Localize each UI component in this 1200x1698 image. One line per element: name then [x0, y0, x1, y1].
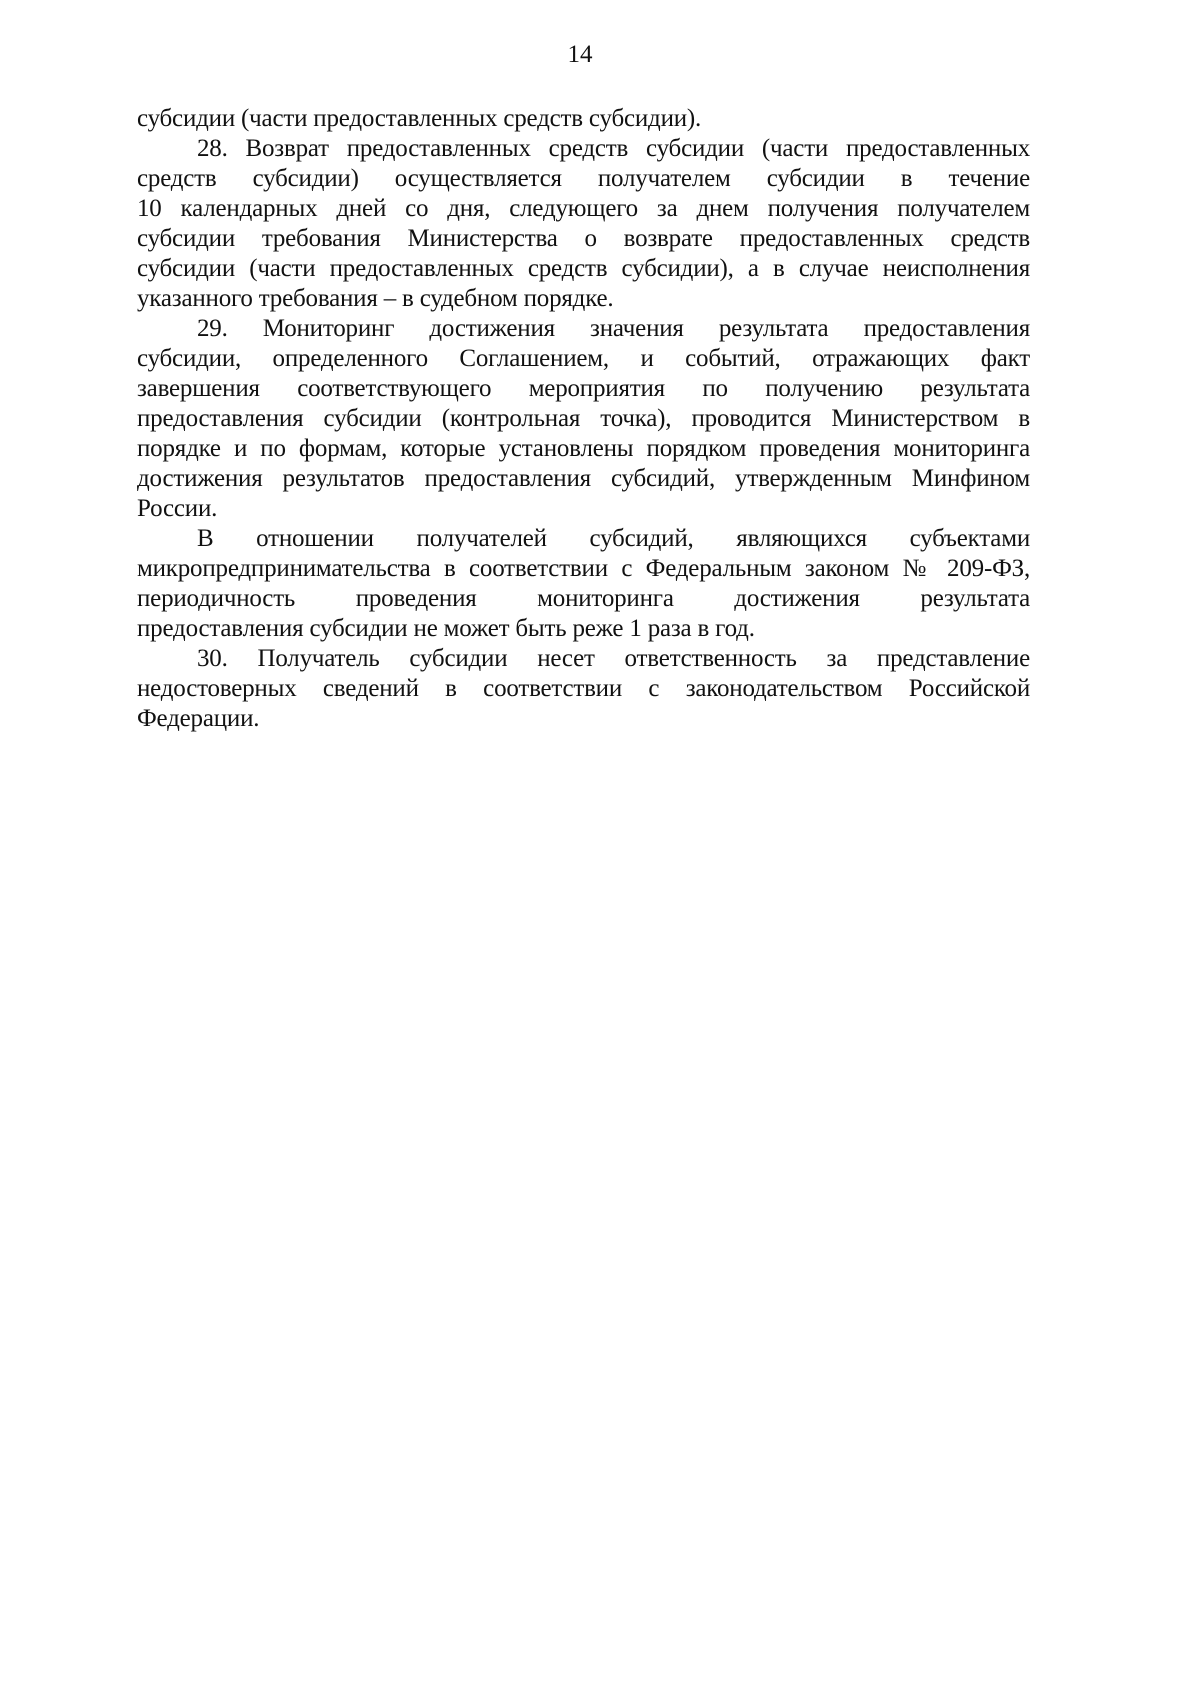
text-line: недостоверных сведений в соответствии с законодательством Российской: [137, 675, 1030, 702]
text-line: 30. Получатель субсидии несет ответственность за представление: [197, 645, 1030, 672]
paragraph: [137, 134, 1030, 314]
paragraph: [137, 104, 1030, 134]
text-line: субсидии, определенного Соглашением, и событий, отражающих факт: [137, 345, 1030, 372]
text-line: предоставления субсидии (контрольная точка), проводится Министерством в: [137, 405, 1030, 432]
text-line: 29. Мониторинг достижения значения результата предоставления: [197, 315, 1030, 342]
text-line: достижения результатов предоставления субсидий, утвержденным Минфином: [137, 465, 1030, 492]
text-line: предоставления субсидии не может быть реже 1 раза в год.: [137, 615, 755, 642]
document-body: [137, 104, 1030, 734]
text-line: порядке и по формам, которые установлены порядком проведения мониторинга: [137, 435, 1030, 462]
text-line: периодичность проведения мониторинга достижения результата: [137, 585, 1030, 612]
text-line: России.: [137, 495, 218, 522]
text-line: 28. Возврат предоставленных средств субсидии (части предоставленных: [197, 135, 1030, 162]
text-line: 10 календарных дней со дня, следующего за днем получения получателем: [137, 195, 1030, 222]
paragraph: [137, 314, 1030, 524]
text-line: микропредпринимательства в соответствии с Федеральным законом № 209-ФЗ,: [137, 555, 1030, 582]
text-line: субсидии требования Министерства о возврате предоставленных средств: [137, 225, 1030, 252]
paragraph: [137, 644, 1030, 734]
paragraph: [137, 524, 1030, 644]
text-line: Федерации.: [137, 705, 260, 732]
text-line: В отношении получателей субсидий, являющихся субъектами: [197, 525, 1030, 552]
text-line: завершения соответствующего мероприятия по получению результата: [137, 375, 1030, 402]
text-line: указанного требования – в судебном порядке.: [137, 285, 614, 312]
text-line: субсидии (части предоставленных средств субсидии), а в случае неисполнения: [137, 255, 1030, 282]
page-number: 14: [567, 41, 593, 68]
text-line: субсидии (части предоставленных средств субсидии).: [137, 105, 702, 132]
text-line: средств субсидии) осуществляется получателем субсидии в течение: [137, 165, 1030, 192]
